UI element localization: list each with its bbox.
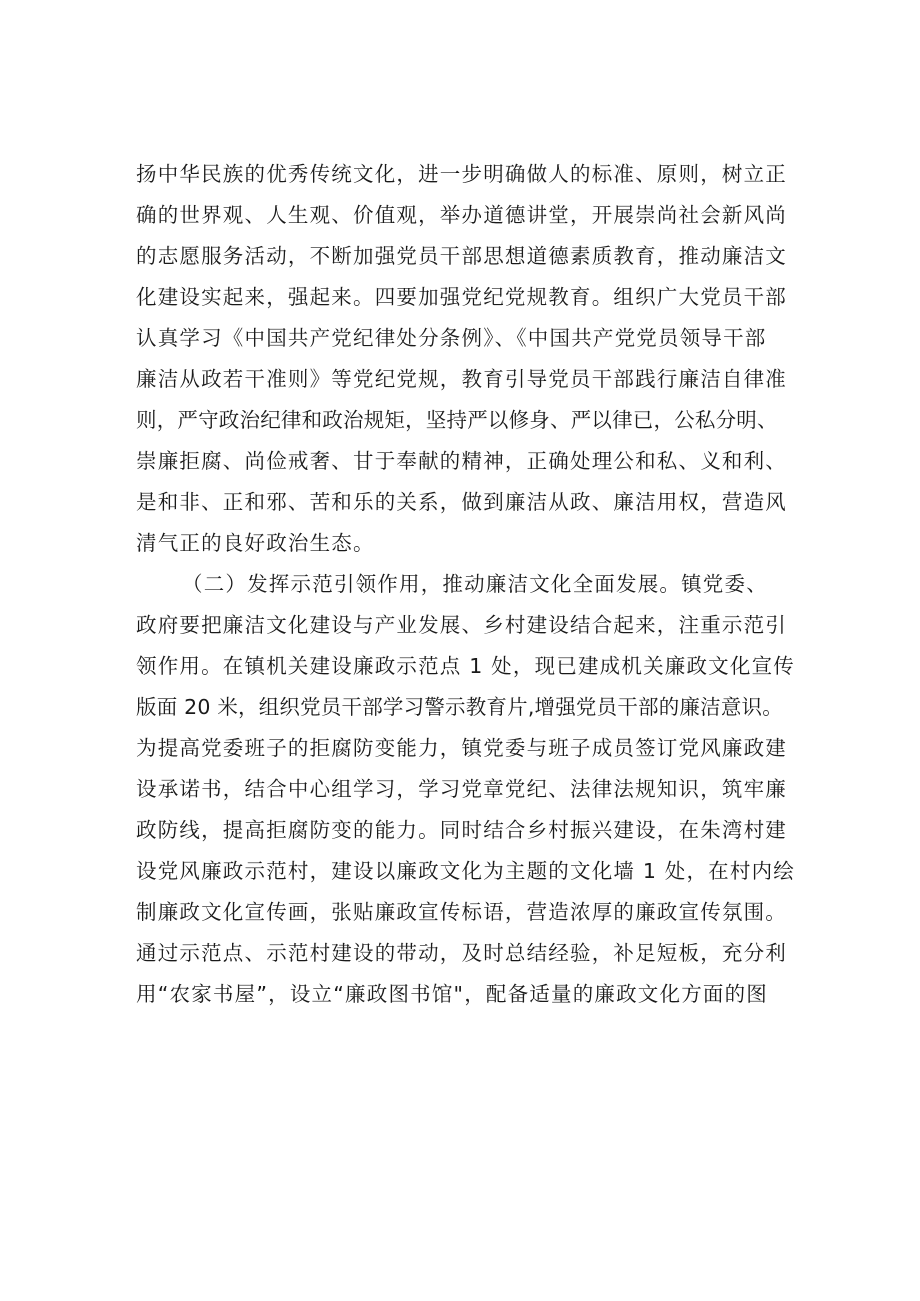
text-line: 廉洁从政若干准则》等党纪党规，教育引导党员干部践行廉洁自律准	[136, 367, 787, 391]
section-heading-line: （二）发挥示范引领作用，推动廉洁文化全面发展。镇党委、	[182, 572, 768, 596]
text-line: 为提高党委班子的拒腐防变能力，镇党委与班子成员签订党风廉政建	[136, 736, 787, 760]
text-line: 领作用。在镇机关建设廉政示范点 1 处，现已建成机关廉政文化宣传	[136, 654, 795, 678]
text-line: 是和非、正和邪、苦和乐的关系，做到廉洁从政、廉洁用权，营造风	[136, 490, 787, 514]
text-line: 则，严守政治纪律和政治规矩，坚持严以修身、严以律已，公私分明、	[136, 408, 778, 432]
text-line: 化建设实起来，强起来。四要加强党纪党规教育。组织广大党员干部	[136, 285, 787, 309]
text-line: 的志愿服务活动，不断加强党员干部思想道德素质教育，推动廉洁文	[136, 244, 787, 268]
text-line: 崇廉拒腐、尚俭戒奢、甘于奉献的精神，正确处理公和私、义和利、	[136, 449, 787, 473]
text-line: 设承诺书，结合中心组学习，学习党章党纪、法律法规知识，筑牢廉	[136, 777, 787, 801]
text-line: 认真学习《中国共产党纪律处分条例》、《中国共产党党员领导干部	[136, 326, 767, 350]
text-line: 政防线，提高拒腐防变的能力。同时结合乡村振兴建设，在朱湾村建	[136, 818, 787, 842]
text-line: 清气正的良好政治生态。	[136, 531, 375, 555]
text-line: 版面 20 米，组织党员干部学习警示教育片,增强党员干部的廉洁意识。	[136, 695, 783, 719]
text-line: 扬中华民族的优秀传统文化，进一步明确做人的标准、原则，树立正	[136, 162, 787, 186]
text-line: 制廉政文化宣传画，张贴廉政宣传标语，营造浓厚的廉政宣传氛围。	[136, 900, 787, 924]
text-line: 政府要把廉洁文化建设与产业发展、乡村建设结合起来，注重示范引	[136, 613, 787, 637]
text-line: 通过示范点、示范村建设的带动，及时总结经验，补足短板，充分利	[136, 941, 787, 965]
text-line: 确的世界观、人生观、价值观，举办道德讲堂，开展崇尚社会新风尚	[136, 203, 787, 227]
text-line: 设党风廉政示范村，建设以廉政文化为主题的文化墙 1 处，在村内绘	[136, 859, 795, 883]
text-line: 用“农家书屋”，设立“廉政图书馆"，配备适量的廉政文化方面的图	[136, 982, 768, 1006]
